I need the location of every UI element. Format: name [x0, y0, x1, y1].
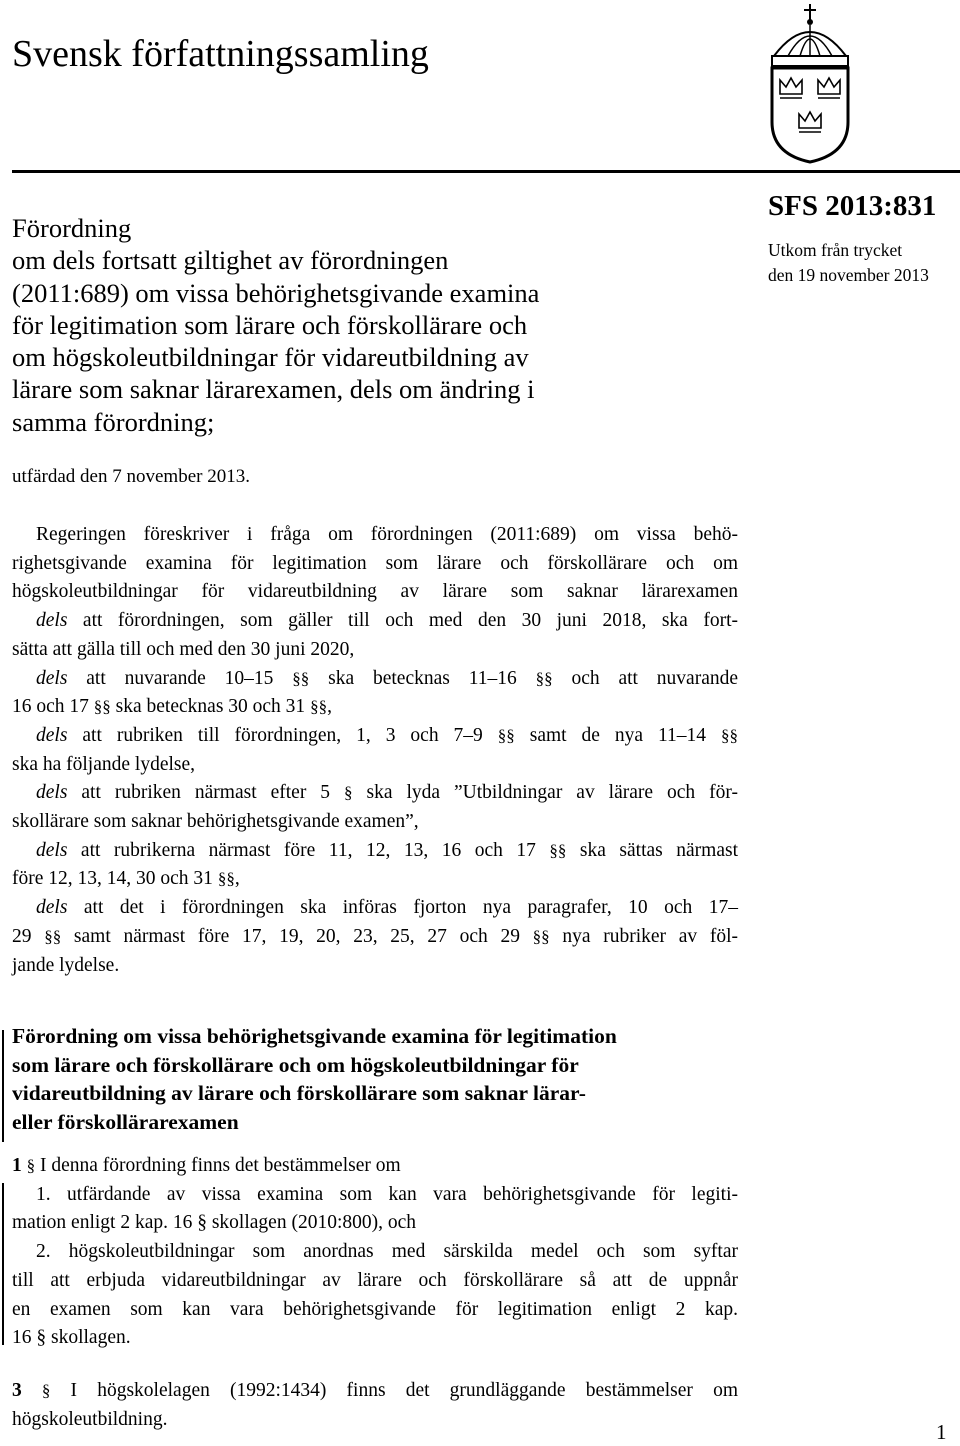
ordinance-title-line: för legitimation som lärare och förskollärare och — [12, 309, 528, 340]
paragraph-line: mation enligt 2 kap. 16 § skollagen (2010:800), och — [12, 1212, 417, 1234]
section-symbol: § — [344, 783, 353, 803]
change-bar — [2, 1183, 4, 1345]
preamble-line — [12, 665, 738, 694]
sfs-number: SFS 2013:831 — [768, 190, 937, 222]
preamble-line — [12, 865, 738, 894]
section-symbol: §§ — [44, 926, 62, 946]
text: nya rubriker av föl- — [549, 925, 739, 947]
preamble-line: ska ha följande lydelse, — [12, 753, 196, 775]
paragraph-line: 16 § skollagen. — [12, 1327, 131, 1349]
section-symbol: § — [26, 1156, 36, 1175]
section-symbol: §§ — [721, 725, 738, 745]
preamble-line: Regeringen föreskriver i fråga om förordningen (2011:689) om vissa behö- — [36, 524, 738, 545]
section-title-line: eller förskollärarexamen — [12, 1110, 239, 1135]
dels-word: dels — [36, 897, 68, 919]
publication-note — [768, 238, 929, 288]
text: 29 — [12, 925, 45, 947]
issued-date: utfärdad den 7 november 2013. — [12, 466, 250, 487]
text: , — [234, 868, 240, 890]
preamble-line — [12, 779, 738, 808]
text: , — [327, 696, 332, 718]
ordinance-title-line: lärare som saknar lärarexamen, dels om ändring i — [12, 374, 535, 405]
dels-word: dels — [36, 782, 68, 804]
section-symbol: §§ — [93, 697, 111, 717]
section-title — [12, 1022, 742, 1137]
preamble-line: sätta att gälla till och med den 30 juni 2020, — [12, 638, 355, 660]
section-symbol: §§ — [292, 668, 310, 688]
section-title-line: Förordning om vissa behörighetsgivande examina för legitimation — [12, 1024, 617, 1048]
text: ska sättas närmast — [566, 839, 738, 861]
section-symbol: §§ — [549, 840, 567, 860]
text: ska betecknas 30 och 31 — [110, 696, 311, 718]
ordinance-title-line: Förordning — [12, 213, 132, 243]
text: ska betecknas 11–16 — [309, 667, 536, 689]
section-symbol: § — [41, 1381, 51, 1400]
section-symbol: §§ — [217, 869, 235, 889]
section-title-line: vidareutbildning av lärare och förskollärare som saknar lärar- — [12, 1081, 586, 1106]
paragraph-line — [12, 1377, 738, 1406]
text: att rubriken till förordningen, 1, 3 och 7–9 — [67, 724, 498, 746]
text: att rubrikerna närmast före 11, 12, 13, 16 och 17 — [67, 839, 550, 861]
page-number: 1 — [936, 1420, 947, 1444]
paragraph-number: 3 — [12, 1380, 22, 1401]
publication-note-line2: den 19 november 2013 — [768, 265, 929, 285]
dels-word: dels — [36, 724, 68, 746]
section-symbol: §§ — [535, 668, 553, 688]
preamble-line — [12, 693, 738, 722]
paragraph-3 — [12, 1377, 738, 1434]
text: före 12, 13, 14, 30 och 31 — [12, 868, 218, 890]
collection-title: Svensk författningssamling — [12, 33, 429, 75]
swedish-crown-three-crowns-emblem-icon — [760, 2, 860, 164]
dels-word: dels — [36, 667, 68, 689]
text: att förordningen, som gäller till och med den 30 juni 2018, ska fort- — [67, 610, 738, 632]
text: att rubriken närmast efter 5 — [67, 782, 345, 804]
text: ska lyda ”Utbildningar av lärare och för- — [352, 782, 738, 804]
ordinance-title-line: om högskoleutbildningar för vidareutbildning av — [12, 342, 529, 373]
ordinance-title-line: samma förordning; — [12, 406, 215, 437]
change-bar — [2, 1030, 4, 1142]
section-symbol: §§ — [310, 697, 328, 717]
paragraph-line: 2. högskoleutbildningar som anordnas med särskilda medel och som syftar — [36, 1241, 738, 1263]
preamble-line — [12, 722, 738, 751]
preamble-line: skollärare som saknar behörighetsgivande examen”, — [12, 811, 419, 833]
header-divider — [12, 170, 960, 173]
preamble-line — [12, 894, 738, 923]
paragraph-1 — [12, 1152, 738, 1353]
text: att det i förordningen ska införas fjorton nya paragrafer, 10 och 17– — [67, 897, 738, 919]
paragraph-line — [12, 1152, 738, 1181]
dels-word: dels — [36, 839, 68, 861]
text: I högskolelagen (1992:1434) finns det grundläggande bestämmelser om — [50, 1380, 738, 1401]
paragraph-line: högskoleutbildning. — [12, 1408, 168, 1430]
text: 16 och 17 — [12, 696, 94, 718]
preamble — [12, 521, 738, 980]
section-title-line: som lärare och förskollärare och om högskoleutbildningar för — [12, 1052, 579, 1077]
publication-note-line1: Utkom från trycket — [768, 240, 903, 260]
preamble-line — [12, 607, 738, 636]
preamble-line — [12, 923, 738, 952]
preamble-line: högskoleutbildningar för vidareutbildning av lärare som saknar lärarexamen — [12, 581, 738, 603]
ordinance-title-line: om dels fortsatt giltighet av förordningen — [12, 245, 449, 276]
section-symbol: §§ — [497, 725, 515, 745]
section-symbol: §§ — [532, 926, 550, 946]
text: samt de nya 11–14 — [514, 724, 721, 746]
text: och att nuvarande — [552, 667, 739, 689]
paragraph-line: en examen som kan vara behörighetsgivande för legitimation enligt 2 kap. — [12, 1298, 738, 1320]
text: att nuvarande 10–15 — [67, 667, 293, 689]
paragraph-number: 1 — [12, 1155, 22, 1176]
paragraph-line: 1. utfärdande av vissa examina som kan vara behörighetsgivande för legiti- — [36, 1183, 738, 1205]
dels-word: dels — [36, 610, 68, 632]
ordinance-title-line: (2011:689) om vissa behörighetsgivande examina — [12, 277, 540, 308]
preamble-line — [12, 837, 738, 866]
ordinance-title — [12, 212, 732, 438]
preamble-line: righetsgivande examina för legitimation som lärare och förskollärare och om — [12, 552, 738, 574]
preamble-line: jande lydelse. — [12, 954, 120, 976]
text: I denna förordning finns det bestämmelser om — [35, 1155, 401, 1176]
paragraph-line: till att erbjuda vidareutbildningar av lärare och förskollärare så att de uppnår — [12, 1269, 738, 1291]
text: samt närmast före 17, 19, 20, 23, 25, 27 och 29 — [61, 925, 533, 947]
